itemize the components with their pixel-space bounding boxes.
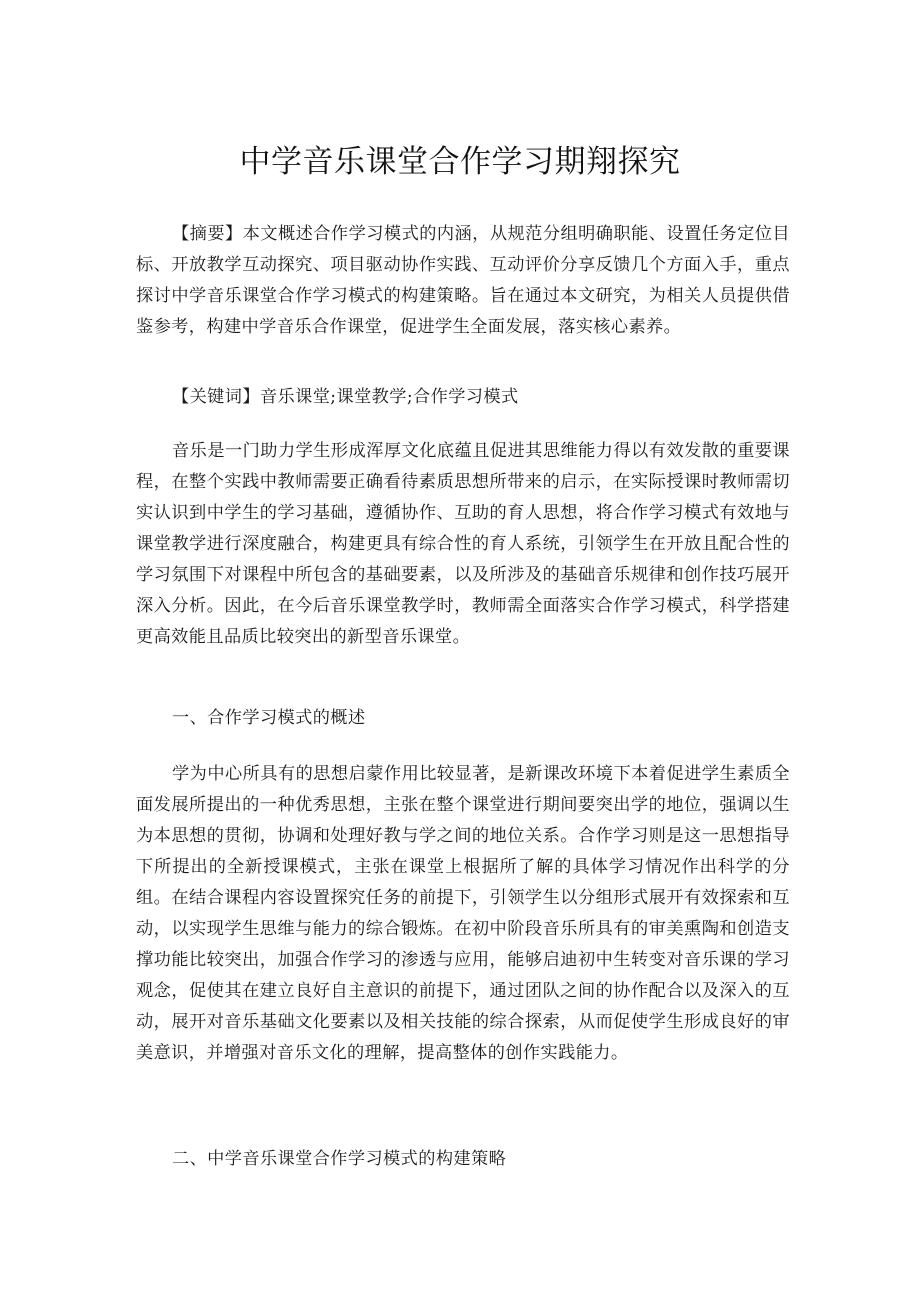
section-1-heading: 一、合作学习模式的概述	[172, 708, 366, 728]
section-1-paragraph: 学为中心所具有的思想启蒙作用比较显著，是新课改环境下本着促进学生素质全面发展所提出的一种优秀思想，主张在整个课堂进行期间要突出学的地位，强调以生为本思想的贯彻，协调和处理好教与学之间的地位关系。合作学习则是这一思想指导下所提出的全新授课模式，主张在课堂上根据所了解的具体学习情况作出科学的分组。在结合课程内容设置探究任务的前提下，引领学生以分组形式展开有效探索和互动，以实现学生思维与能力的综合锻炼。在初中阶段音乐所具有的审美熏陶和创造支撑功能比较突出，加强合作学习的渗透与应用，能够启迪初中生转变对音乐课的学习观念，促使其在建立良好自主意识的前提下，通过团队之间的协作配合以及深入的互动，展开对音乐基础文化要素以及相关技能的综合探索，从而促使学生形成良好的审美意识，并增强对音乐文化的理解，提高整体的创作实践能力。	[136, 764, 790, 1063]
keywords-line: 【关键词】音乐课堂;课堂教学;合作学习模式	[172, 387, 519, 407]
document-title: 中学音乐课堂合作学习期翔探究	[239, 144, 681, 180]
abstract-paragraph: 【摘要】本文概述合作学习模式的内涵，从规范分组明确职能、设置任务定位目标、开放教学互动探究、项目驱动协作实践、互动评价分享反馈几个方面入手，重点探讨中学音乐课堂合作学习模式的构建策略。旨在通过本文研究，为相关人员提供借鉴参考，构建中学音乐合作课堂，促进学生全面发展，落实核心素养。	[136, 224, 790, 337]
intro-paragraph: 音乐是一门助力学生形成浑厚文化底蕴且促进其思维能力得以有效发散的重要课程，在整个实践中教师需要正确看待素质思想所带来的启示，在实际授课时教师需切实认识到中学生的学习基础，遵循协作、互助的育人思想，将合作学习模式有效地与课堂教学进行深度融合，构建更具有综合性的育人系统，引领学生在开放且配合性的学习氛围下对课程中所包含的基础要素，以及所涉及的基础音乐规律和创作技巧展开深入分析。因此，在今后音乐课堂教学时，教师需全面落实合作学习模式，科学搭建更高效能且品质比较突出的新型音乐课堂。	[136, 441, 790, 647]
section-2-heading: 二、中学音乐课堂合作学习模式的构建策略	[172, 1149, 507, 1169]
